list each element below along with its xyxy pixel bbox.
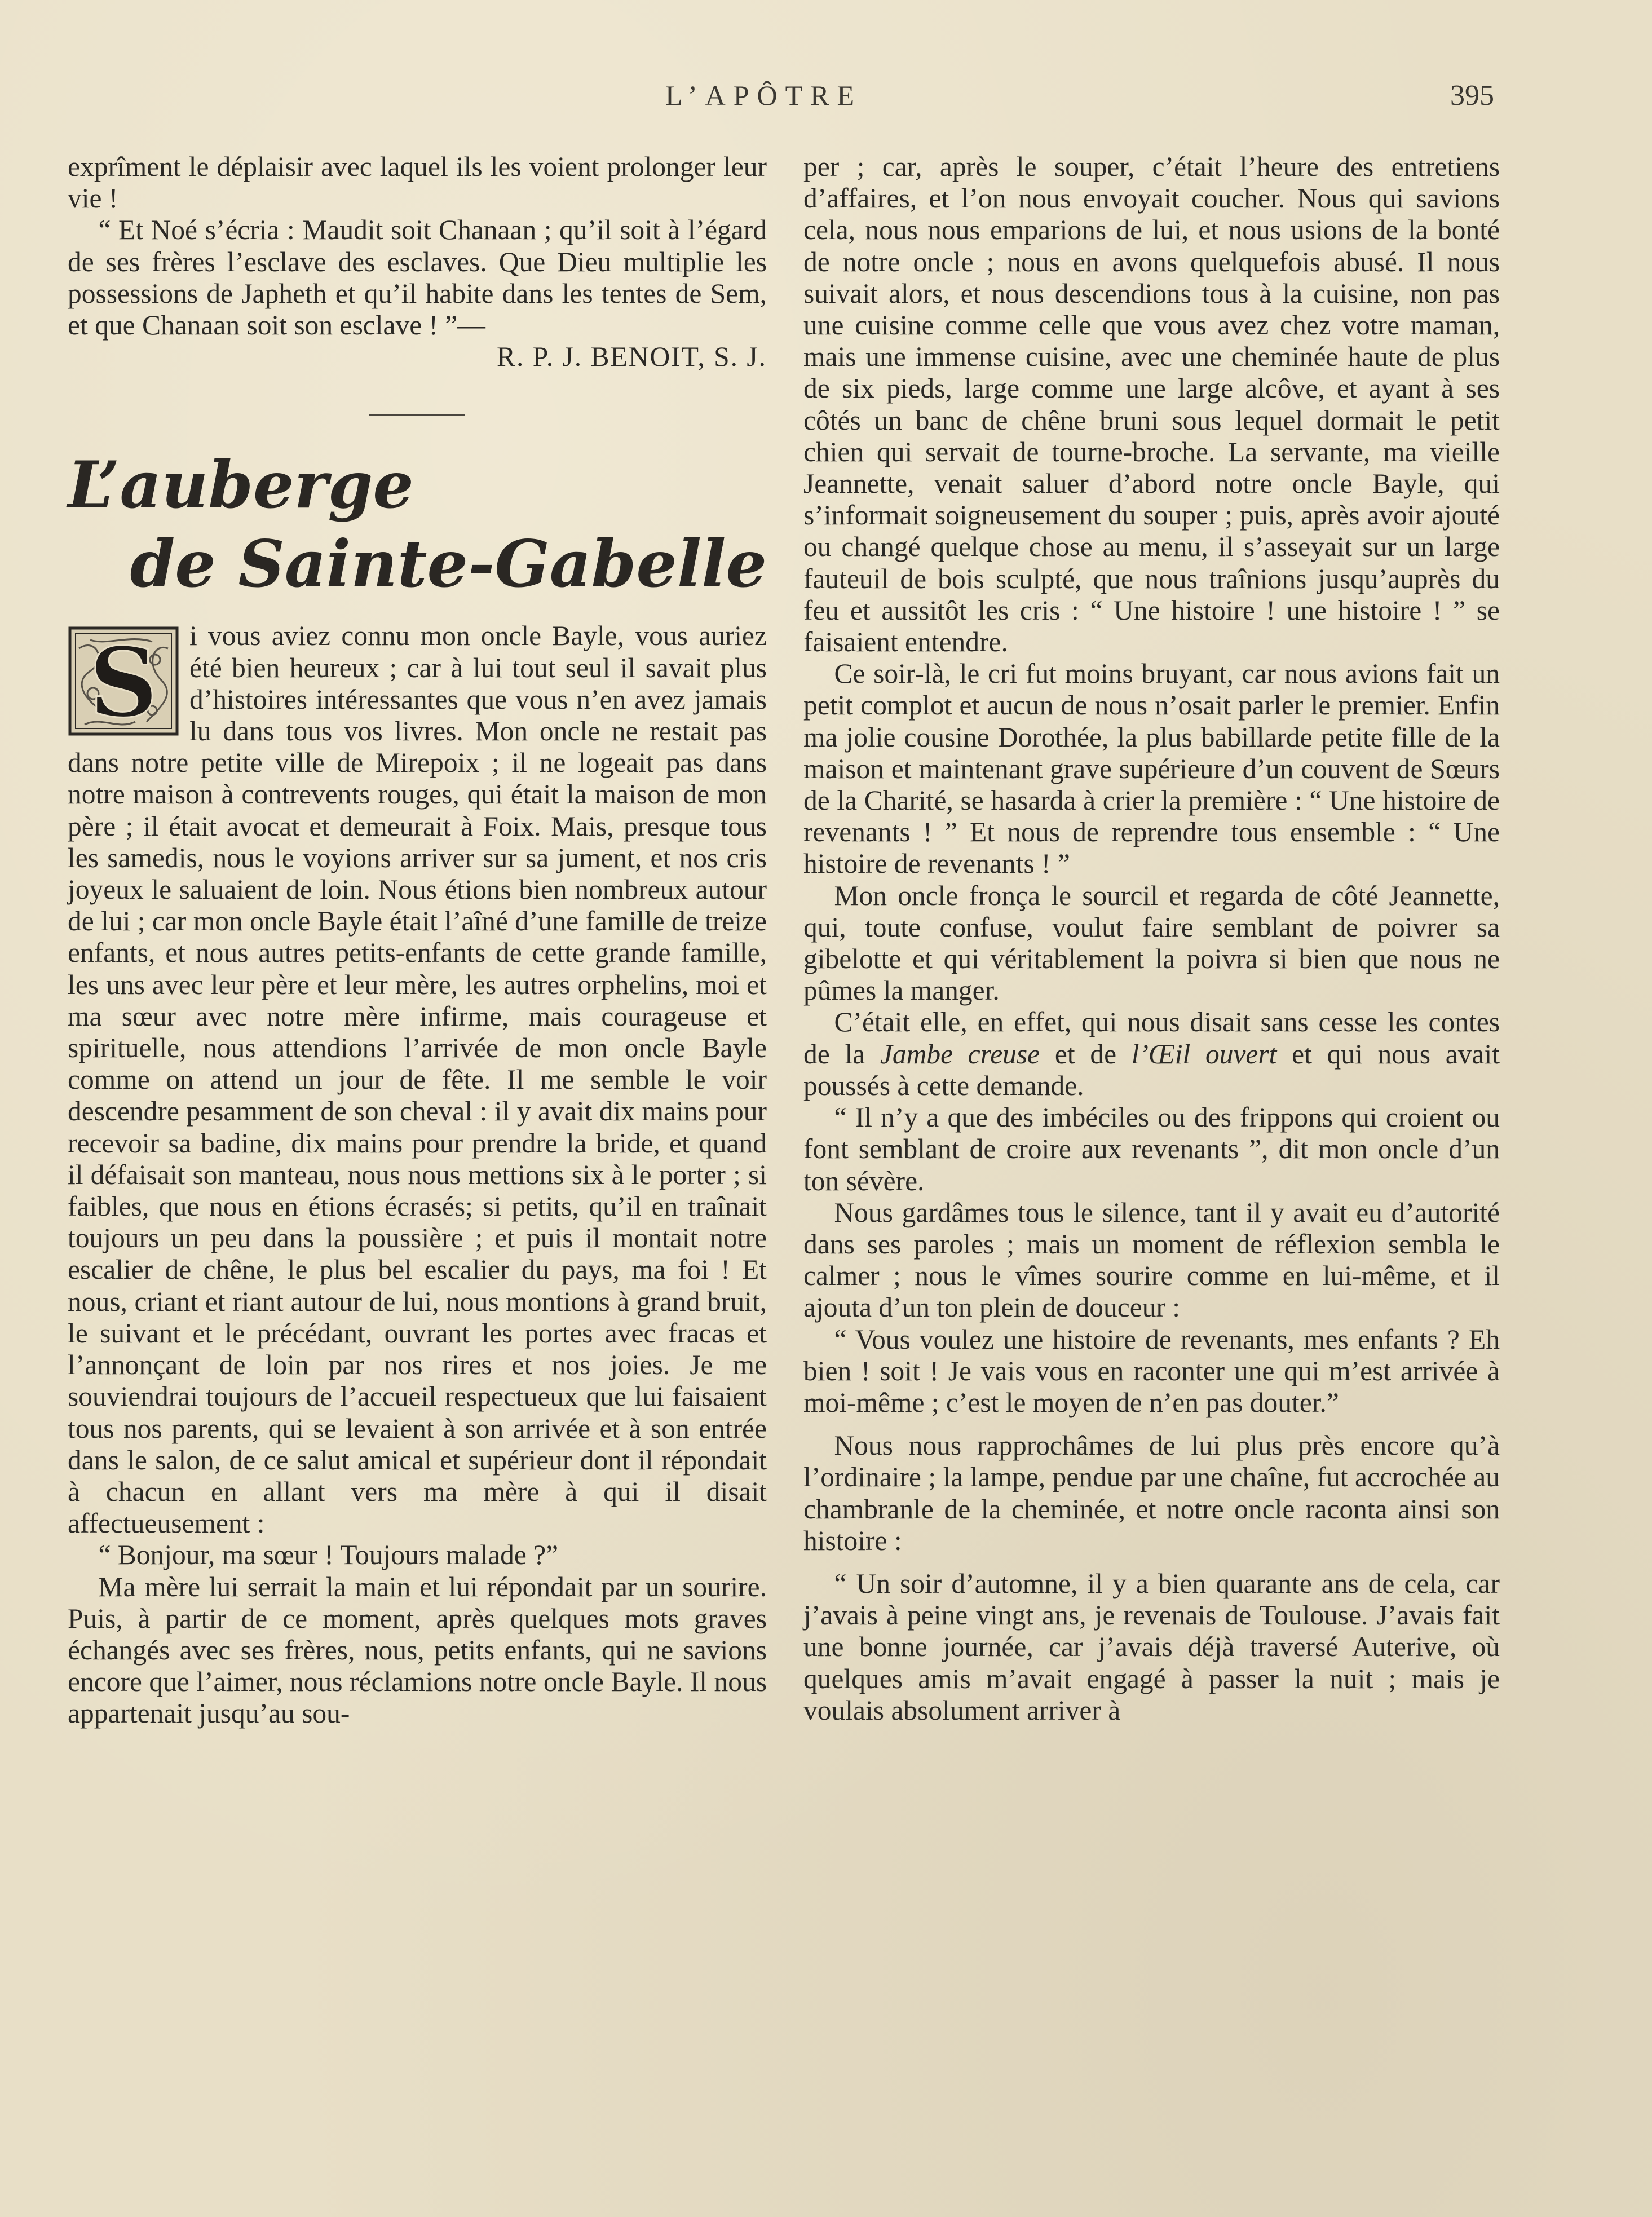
- paragraph: Nous gardâmes tous le silence, tant il y avait eu d’autorité dans ses paroles ; mais un moment de réflexion sembla le calmer ; nous le vîmes sourire comme en lui-même, et il ajouta d’un ton plein de douceur :: [803, 1196, 1500, 1323]
- paragraph: [803, 1006, 1500, 1102]
- article-title-line-1: L’auberge: [68, 447, 414, 523]
- text-run: C’était elle, en effet, qui nous disait sans cesse les contes de la: [803, 1006, 1500, 1070]
- paragraph: per ; car, après le souper, c’était l’heure des entretiens d’affaires, et l’on nous envoyait coucher. Nous qui savions cela, nous nous emparions de lui, et nous usions de la bonté de notre oncle ; nous en avons quelquefois abusé. Il nous suivait alors, et nous descendions tous à la cuisine, non pas une cuisine comme celle que vous avez chez votre maman, mais une immense cuisine, avec une cheminée haute de plus de six pieds, large comme une large alcôve, et ayant à ses côtés un banc de chêne bruni sous lequel dormait le petit chien qui servait de tourne-broche. La servante, ma vieille Jeannette, venait saluer d’abord notre oncle Bayle, qui s’informait soigneusement du souper ; puis, après avoir ajouté ou changé quelque chose au menu, il s’asseyait sur un large fauteuil de bois sculpté, que nous traînions jusqu’auprès du feu et aussitôt les cris : “ Une histoire ! une histoire ! ” se faisaient entendre.: [803, 151, 1500, 658]
- author-signature: R. P. J. BENOIT, S. J.: [496, 341, 767, 373]
- right-column: [803, 151, 1500, 1726]
- paragraph: Mon oncle fronça le sourcil et regarda de côté Jeannette, qui, toute confuse, voulut faire semblant de poivrer sa gibelotte et qui véritablement la poivra si bien que nous ne pûmes la manger.: [803, 880, 1500, 1006]
- paragraph: Ma mère lui serrait la main et lui répondait par un sourire. Puis, à partir de ce moment, après quelques mots graves échangés avec ses frères, nous, petits enfants, qui ne savions encore que l’aimer, nous réclamions notre oncle Bayle. Il nous appartenait jusqu’au sou-: [68, 1571, 767, 1729]
- section-divider: [369, 414, 465, 416]
- running-title: L’APÔTRE: [665, 80, 863, 111]
- text-run: et de: [1040, 1038, 1132, 1070]
- article-title-line-2: de Sainte-Gabelle: [130, 526, 767, 602]
- paragraph: Ce soir-là, le cri fut moins bruyant, car nous avions fait un petit complot et aucun de nous n’osait parler le premier. Enfin ma jolie cousine Dorothée, la plus babillarde petite fille de la maison et maintenant grave supérieure d’un couvent de Sœurs de la Charité, se hasarda à crier la première : “ Une histoire de revenants ! ” Et nous de reprendre tous ensemble : “ Une histoire de revenants ! ”: [803, 658, 1500, 880]
- ornamental-dropcap-s-icon: [68, 626, 179, 736]
- paragraph: “ Bonjour, ma sœur ! Toujours malade ?”: [98, 1539, 559, 1571]
- italic-title: Jambe creuse: [880, 1038, 1040, 1070]
- left-column: [68, 151, 767, 1730]
- ornamental-dropcap: [68, 626, 179, 736]
- paragraph: exprîment le déplaisir avec laquel ils les voient prolonger leur vie !: [68, 151, 767, 214]
- paragraph: “ Un soir d’automne, il y a bien quarante ans de cela, car j’avais à peine vingt ans, je revenais de Toulouse. J’avais fait une bonne journée, car j’avais déjà traversé Auterive, où quelques amis m’avait engagé à passer la nuit ; mais je voulais absolument arriver à: [803, 1567, 1500, 1726]
- paragraph: “ Et Noé s’écria : Maudit soit Chanaan ; qu’il soit à l’égard de ses frères l’esclave des esclaves. Que Dieu multiplie les possessions de Japheth et qu’il habite dans les tentes de Sem, et que Chanaan soit son esclave ! ”—: [68, 214, 767, 341]
- first-paragraph-text: i vous aviez connu mon oncle Bayle, vous auriez été bien heureux ; car à lui tout seul il savait plus d’histoires intéressantes que vous n’en avez jamais lu dans tous vos livres. Mon oncle ne restait pas dans notre petite ville de Mirepoix ; il ne logeait pas dans notre maison à contrevents rouges, qui était la maison de mon père ; il était avocat et demeurait à Foix. Mais, presque tous les samedis, nous le voyions arriver sur sa jument, et nos cris joyeux le saluaient de loin. Nous étions bien nombreux autour de lui ; car mon oncle Bayle était l’aîné d’une famille de treize enfants, et nous autres petits-enfants de cette grande famille, les uns avec leur père et leur mère, les autres orphelins, moi et ma sœur avec notre mère infirme, mais courageuse et spirituelle, nous attendions l’arrivée de mon oncle Bayle comme on attend un jour de fête. Il me semble le voir descendre pesamment de son cheval : il y avait dix mains pour recevoir sa badine, dix mains pour prendre la bride, et quand il défaisait son manteau, nous nous mettions six à le porter ; si faibles, que nous en étions écrasés; si petits, qu’il en traînait toujours un peu dans la poussière ; et puis il montait notre escalier de chêne, le plus bel escalier du pays, ma foi ! Et nous, criant et riant autour de lui, nous montions à grand bruit, le suivant et le précédant, ouvrant les portes avec fracas et l’annonçant de loin par nos rires et nos joies. Je me souviendrai toujours de l’accueil respectueux que lui faisaient tous nos parents, qui se levaient à son arrivée et à son entrée dans le salon, de ce salut amical et supérieur dont il répondait à chacun en allant vers ma mère à qui il disait affectueusement :: [68, 620, 767, 1539]
- page-number: 395: [1450, 80, 1494, 112]
- text-run: et qui nous avait poussés à cette demande.: [803, 1038, 1500, 1101]
- italic-title: l’Œil ouvert: [1131, 1038, 1277, 1070]
- paragraph: “ Vous voulez une histoire de revenants, mes enfants ? Eh bien ! soit ! Je vais vous en raconter une qui m’est arrivée à moi-même ; c’est le moyen de n’en pas douter.”: [803, 1323, 1500, 1418]
- paragraph: [68, 620, 767, 1539]
- paragraph: Nous nous rapprochâmes de lui plus près encore qu’à l’ordinaire ; la lampe, pendue par une chaîne, fut accrochée au chambranle de la cheminée, et notre oncle raconta ainsi son histoire :: [803, 1430, 1500, 1556]
- paragraph: “ Il n’y a que des imbéciles ou des frippons qui croient ou font semblant de croire aux revenants ”, dit mon oncle d’un ton sévère.: [803, 1102, 1500, 1196]
- dropcap-letter: S: [89, 626, 158, 737]
